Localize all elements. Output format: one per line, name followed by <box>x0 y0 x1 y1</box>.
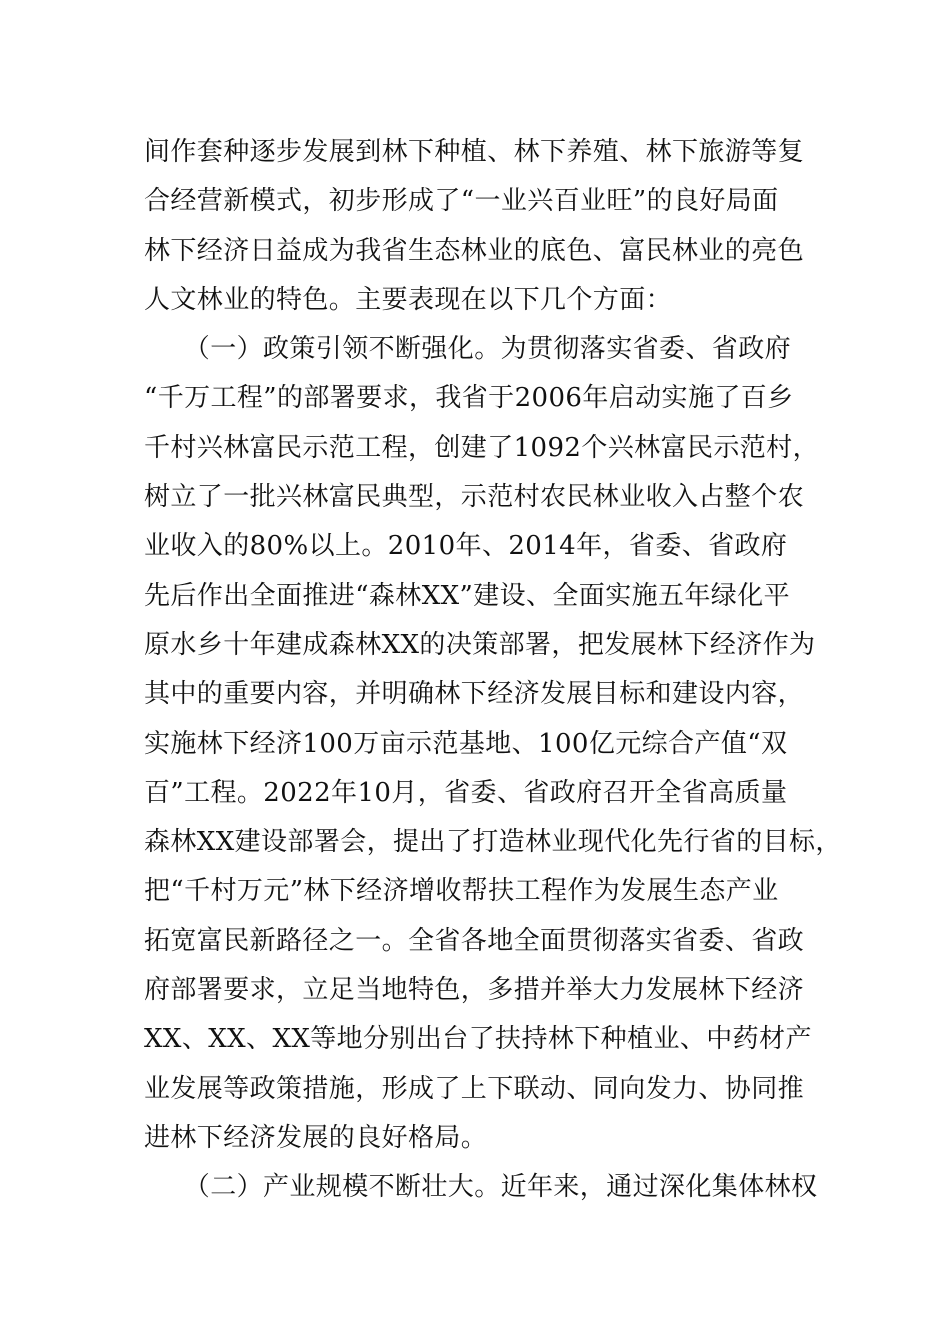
text-line: XX、XX、XX等地分别出台了扶持林下种植业、中药材产 <box>144 1024 812 1055</box>
text-line: 林下经济日益成为我省生态林业的底色、富民林业的亮色 <box>144 235 805 266</box>
text-line: 原水乡十年建成森林XX的决策部署，把发展林下经济作为 <box>144 629 816 660</box>
text-line: 人文林业的特色。主要表现在以下几个方面： <box>144 284 673 315</box>
text-line: 把“千村万元”林下经济增收帮扶工程作为发展生态产业 <box>144 876 779 907</box>
text-line: 先后作出全面推进“森林XX”建设、全面实施五年绿化平 <box>144 580 791 611</box>
text-line: 其中的重要内容，并明确林下经济发展目标和建设内容， <box>144 679 805 710</box>
text-line: 间作套种逐步发展到林下种植、林下养殖、林下旅游等复 <box>144 137 805 167</box>
body-text <box>144 128 842 1213</box>
text-line: 业发展等政策措施，形成了上下联动、同向发力、协同推 <box>144 1073 805 1104</box>
text-line: 府部署要求，立足当地特色，多措并举大力发展林下经济 <box>144 975 805 1006</box>
text-line: 业收入的80%以上。2010年、2014年，省委、省政府 <box>144 531 788 562</box>
text-line: （一）政策引领不断强化。为贯彻落实省委、省政府 <box>144 334 792 365</box>
text-line: 树立了一批兴林富民典型，示范村农民林业收入占整个农 <box>144 482 805 513</box>
text-line: 合经营新模式，初步形成了“一业兴百业旺”的良好局面 <box>144 186 779 217</box>
text-line: 森林XX建设部署会，提出了打造林业现代化先行省的目标， <box>144 827 842 858</box>
text-line: 百”工程。2022年10月，省委、省政府召开全省高质量 <box>144 777 788 808</box>
text-line: 实施林下经济100万亩示范基地、100亿元综合产值“双 <box>144 728 788 759</box>
text-line: “千万工程”的部署要求，我省于2006年启动实施了百乡 <box>144 383 794 414</box>
text-line: 千村兴林富民示范工程，创建了1092个兴林富民示范村， <box>144 432 819 463</box>
text-line: 拓宽富民新路径之一。全省各地全面贯彻落实省委、省政 <box>144 925 805 956</box>
text-line: （二）产业规模不断壮大。近年来，通过深化集体林权 <box>144 1172 818 1203</box>
text-line: 进林下经济发展的良好格局。 <box>144 1122 488 1153</box>
